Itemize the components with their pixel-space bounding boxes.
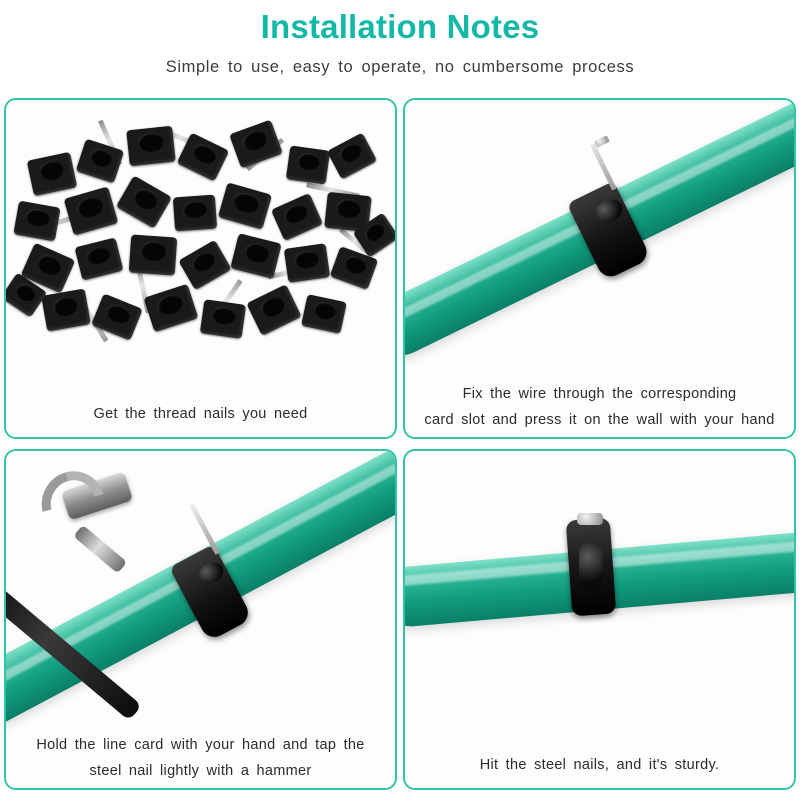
cable-clip [284, 243, 330, 283]
step-2-caption-line-2: card slot and press it on the wall with your hand [424, 412, 775, 428]
installation-notes-page [0, 6, 800, 806]
page-subtitle: Simple to use, easy to operate, no cumbersome process [165, 58, 635, 76]
step-3-caption [14, 732, 387, 784]
step-card-4 [403, 449, 796, 790]
cable-clip [229, 120, 283, 169]
cable-clip [75, 237, 124, 280]
steps-grid [4, 98, 796, 798]
step-1-photo [6, 100, 395, 437]
clip-texture [579, 543, 603, 589]
clip-pile-image [6, 100, 395, 360]
cable-clip [144, 284, 199, 332]
cable-clip [178, 240, 231, 290]
step-2-caption-line-1: Fix the wire through the corresponding [462, 386, 737, 402]
cable-clip [13, 201, 60, 242]
step-card-3 [4, 449, 397, 790]
cable-clip [301, 294, 347, 334]
cable-clip [327, 132, 377, 179]
cable-clip [64, 186, 119, 235]
cable-clip [126, 126, 176, 167]
step-card-1 [4, 98, 397, 439]
page-title: Installation Notes [260, 8, 540, 45]
cable-clip [76, 139, 125, 184]
cable-clip [271, 193, 323, 241]
step-card-2 [403, 98, 796, 439]
cable-clip [218, 182, 272, 229]
cable-clip [246, 284, 301, 336]
step-4-photo [405, 451, 794, 788]
cable-clip [41, 288, 91, 331]
cable-clip [129, 234, 178, 275]
step-3-caption-line-2: steel nail lightly with a hammer [89, 763, 312, 779]
cable-clip [27, 152, 78, 196]
step-3-caption-line-1: Hold the line card with your hand and tap the [36, 737, 365, 753]
cable-clip [116, 175, 172, 228]
cable-clip [230, 233, 281, 279]
step-4-caption: Hit the steel nails, and it's sturdy. [479, 757, 720, 773]
nail-head [577, 513, 603, 525]
step-1-caption: Get the thread nails you need [93, 406, 308, 422]
cable-clip [200, 299, 246, 339]
cable-clip [173, 195, 217, 232]
cable-clip [286, 145, 330, 184]
step-2-caption [413, 381, 786, 433]
